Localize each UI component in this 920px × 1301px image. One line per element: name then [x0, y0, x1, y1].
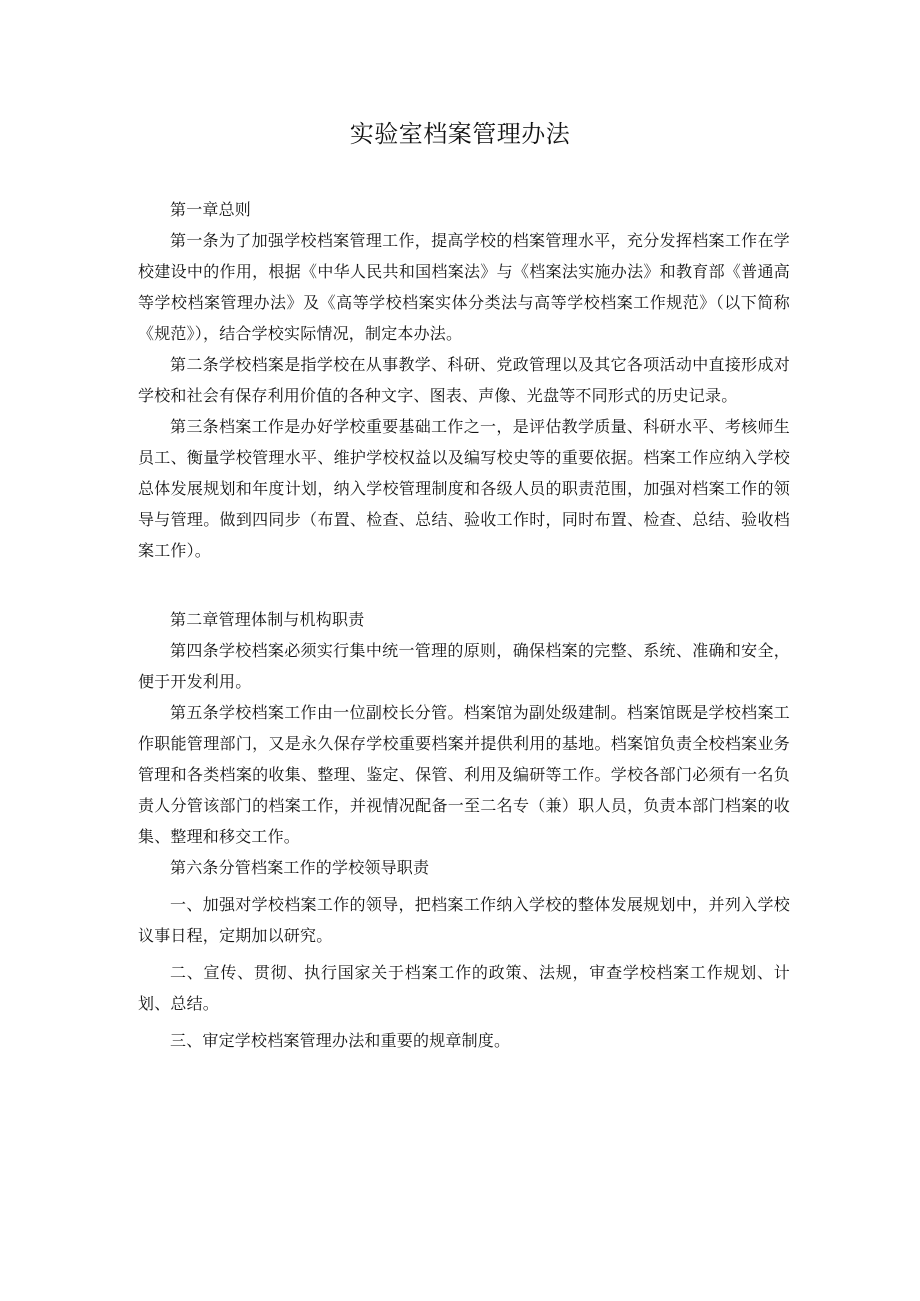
document-title: 实验室档案管理办法 [349, 120, 571, 148]
article-paragraph: 第二条学校档案是指学校在从事教学、科研、党政管理以及其它各项活动中直接形成对学校和社会有保存利用价值的各种文字、图表、声像、光盘等不同形式的历史记录。 [138, 355, 790, 405]
article-paragraph: 第一条为了加强学校档案管理工作，提高学校的档案管理水平，充分发挥档案工作在学校建设中的作用，根据《中华人民共和国档案法》与《档案法实施办法》和教育部《普通高等学校档案管理办法》及《高等学校档案实体分类法与高等学校档案工作规范》（以下简称《规范》），结合学校实际情况，制定本办法。 [138, 231, 790, 343]
article-paragraph: 第三条档案工作是办好学校重要基础工作之一，是评估教学质量、科研水平、考核师生员工、衡量学校管理水平、维护学校权益以及编写校史等的重要依据。档案工作应纳入学校总体发展规划和年度计划，纳入学校管理制度和各级人员的职责范围，加强对档案工作的领导与管理。做到四同步（布置、检查、总结、验收工作时，同时布置、检查、总结、验收档案工作）。 [138, 417, 790, 560]
document-body [138, 194, 790, 1056]
chapter-heading: 第一章总则 [170, 200, 252, 219]
chapter-heading: 第二章管理体制与机构职责 [170, 610, 365, 629]
list-paragraph: 三、审定学校档案管理办法和重要的规章制度。 [170, 1031, 511, 1050]
article-paragraph: 第四条学校档案必须实行集中统一管理的原则，确保档案的完整、系统、准确和安全，便于开发利用。 [138, 641, 790, 691]
article-paragraph: 第六条分管档案工作的学校领导职责 [170, 858, 430, 877]
article-paragraph: 第五条学校档案工作由一位副校长分管。档案馆为副处级建制。档案馆既是学校档案工作职能管理部门，又是永久保存学校重要档案并提供利用的基地。档案馆负责全校档案业务管理和各类档案的收集、整理、鉴定、保管、利用及编研等工作。学校各部门必须有一名负责人分管该部门的档案工作，并视情况配备一至二名专（兼）职人员，负责本部门档案的收集、整理和移交工作。 [138, 703, 790, 846]
list-paragraph: 二、宣传、贯彻、执行国家关于档案工作的政策、法规，审查学校档案工作规划、计划、总结。 [138, 963, 790, 1013]
list-paragraph: 一、加强对学校档案工作的领导，把档案工作纳入学校的整体发展规划中，并列入学校议事日程，定期加以研究。 [138, 895, 790, 945]
